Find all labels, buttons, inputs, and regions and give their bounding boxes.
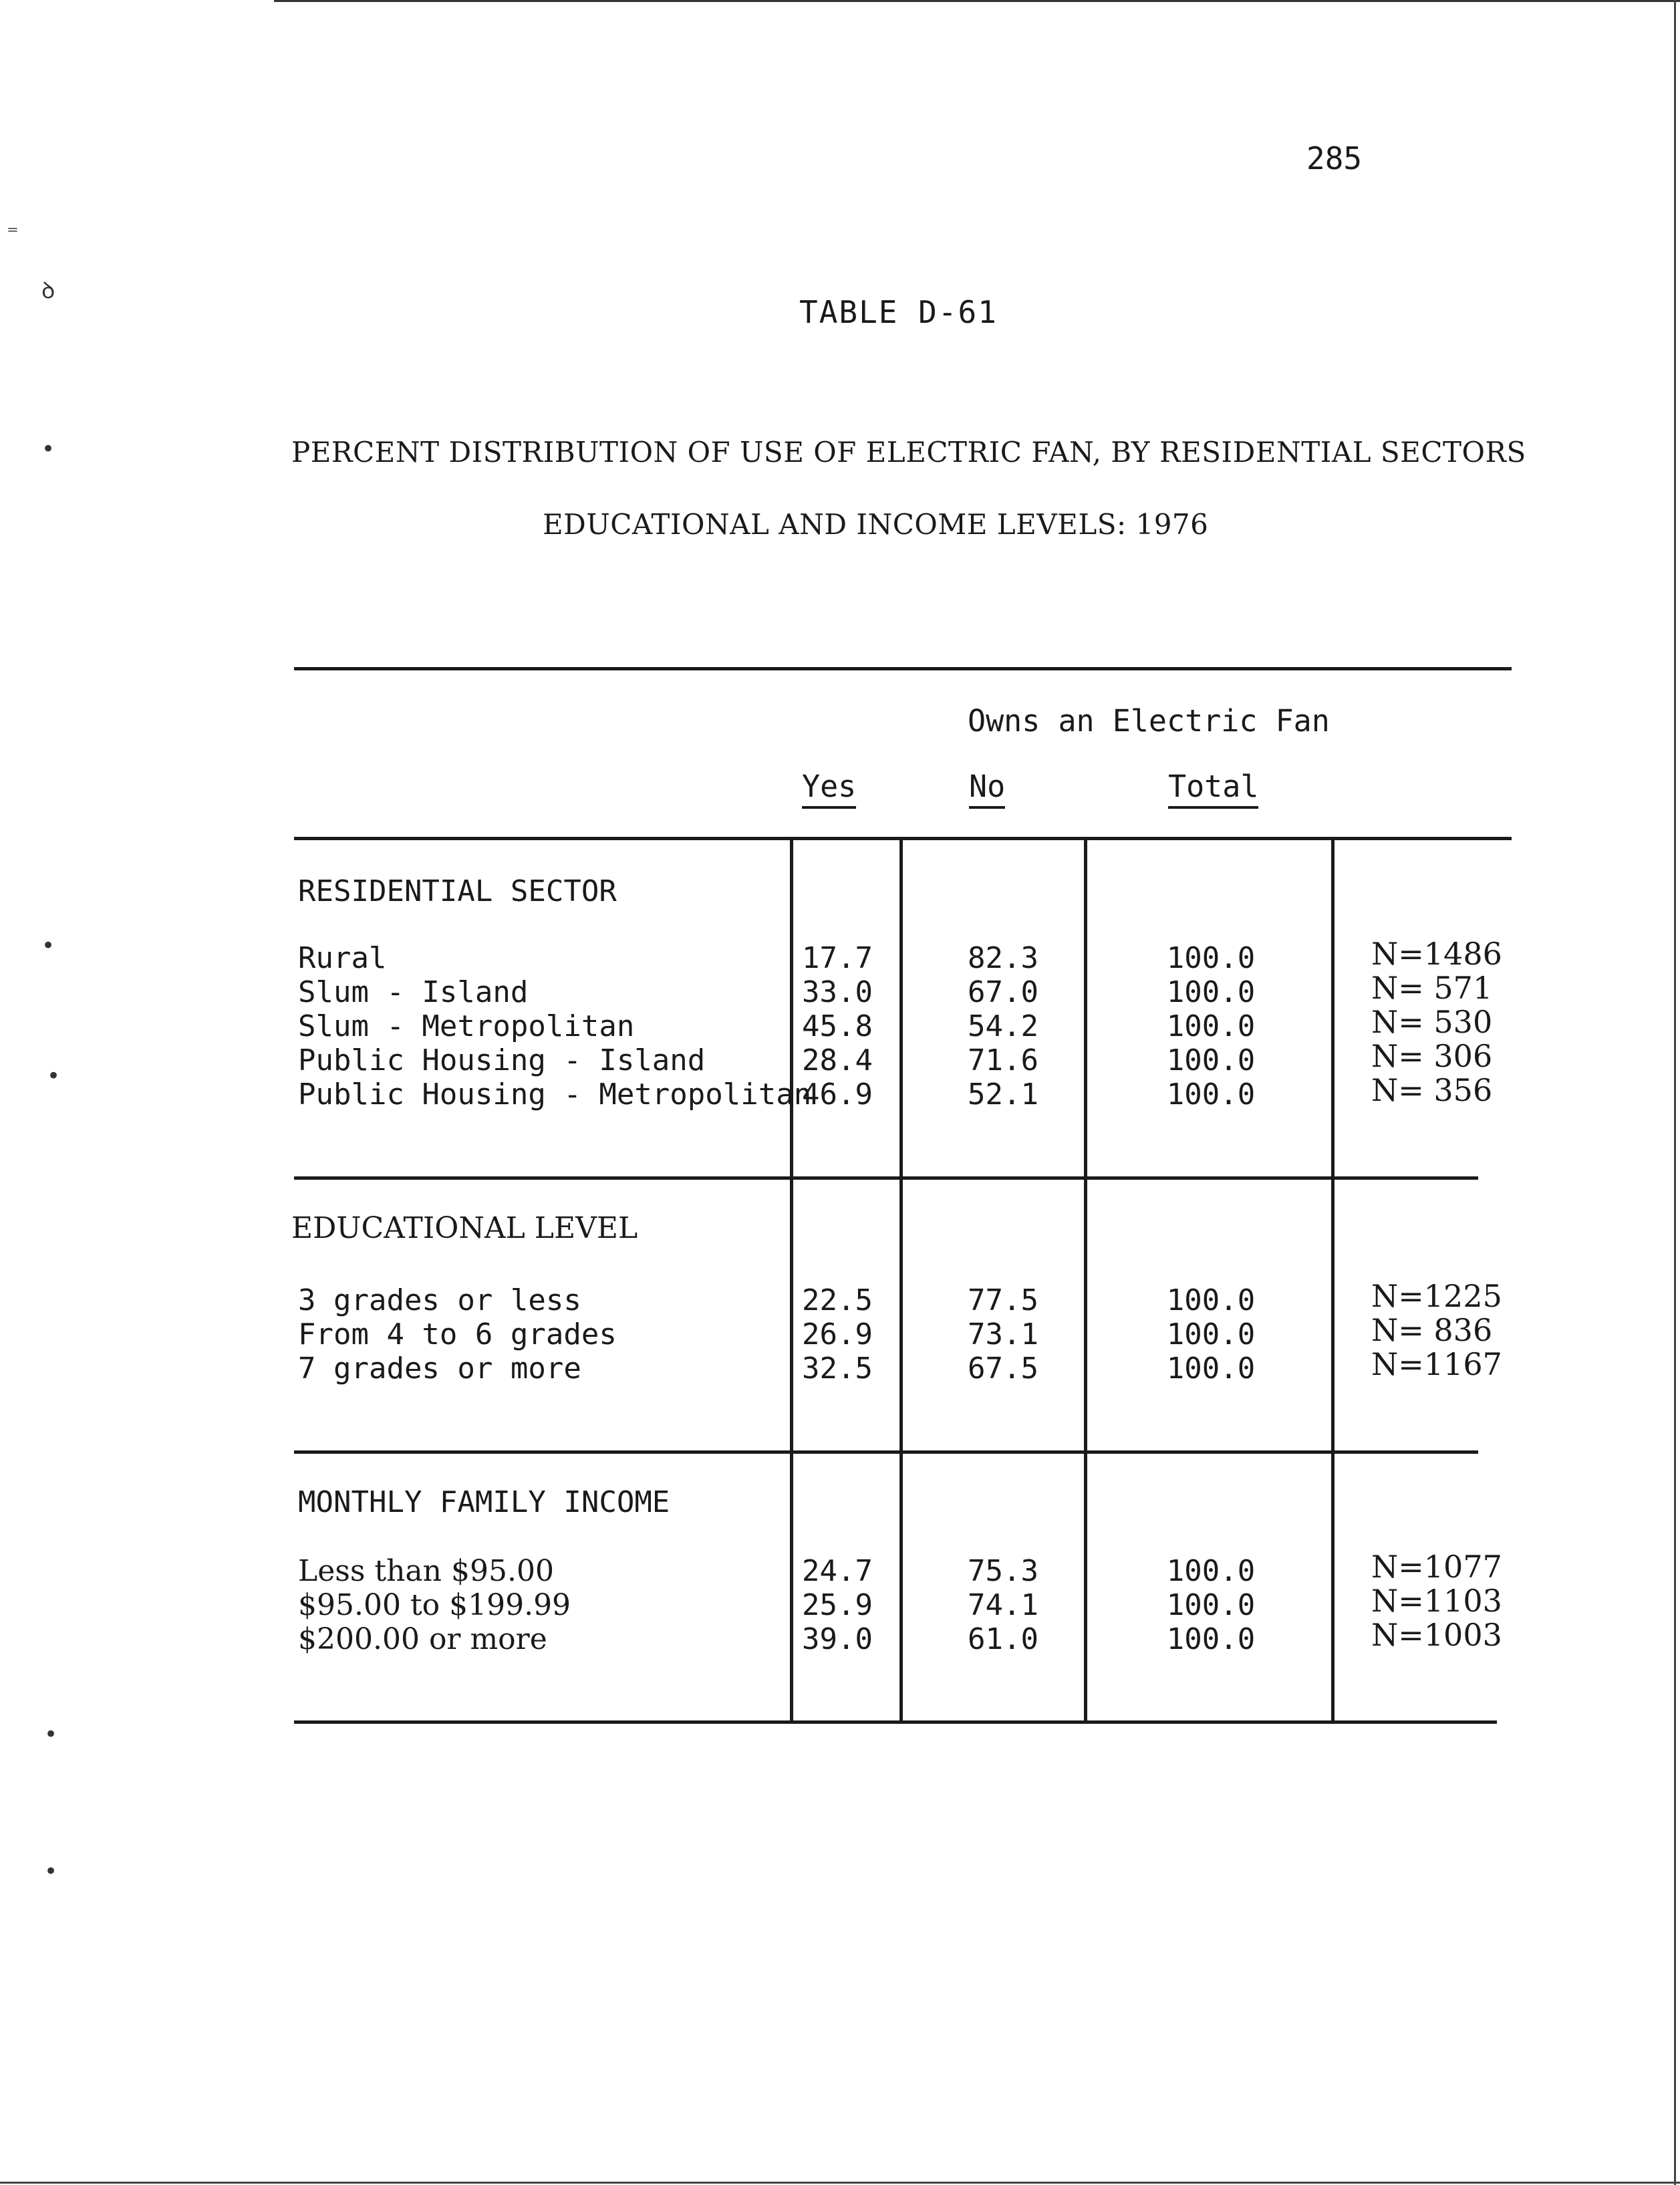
cell-no: 74.1 — [968, 1588, 1038, 1622]
cell-total: 100.0 — [1166, 975, 1256, 1009]
cell-yes: 22.5 — [802, 1283, 873, 1317]
cell-total: 100.0 — [1166, 1009, 1256, 1043]
row-label: Public Housing - Island — [298, 1043, 706, 1077]
cell-n: N=1003 — [1371, 1617, 1502, 1653]
row-label: 7 grades or more — [298, 1352, 581, 1386]
cell-no: 82.3 — [968, 941, 1038, 975]
cell-yes: 25.9 — [802, 1588, 873, 1622]
section-title: RESIDENTIAL SECTOR — [298, 874, 617, 908]
section-divider-rule — [294, 1176, 1478, 1180]
cell-n: N= 836 — [1371, 1312, 1493, 1348]
row-label: Rural — [298, 941, 387, 975]
cell-no: 54.2 — [968, 1009, 1038, 1043]
cell-total: 100.0 — [1166, 1588, 1256, 1622]
cell-total: 100.0 — [1166, 941, 1256, 975]
cell-n: N=1077 — [1371, 1549, 1502, 1585]
cell-total: 100.0 — [1166, 1622, 1256, 1656]
cell-total: 100.0 — [1166, 1043, 1256, 1077]
section-title: MONTHLY FAMILY INCOME — [298, 1485, 670, 1519]
cell-no: 67.5 — [968, 1352, 1038, 1386]
margin-mark: • — [44, 1858, 58, 1885]
section-title: EDUCATIONAL LEVEL — [291, 1211, 638, 1245]
section-divider-rule — [294, 1450, 1478, 1454]
cell-total: 100.0 — [1166, 1283, 1256, 1317]
cell-yes: 45.8 — [802, 1009, 873, 1043]
cell-yes: 46.9 — [802, 1077, 873, 1112]
row-label: Less than $95.00 — [298, 1554, 554, 1588]
cell-n: N= 571 — [1371, 970, 1493, 1006]
cell-yes: 26.9 — [802, 1317, 873, 1352]
column-header-total: Total — [1168, 767, 1258, 809]
cell-no: 77.5 — [968, 1283, 1038, 1317]
margin-mark: • — [41, 932, 55, 959]
row-label: 3 grades or less — [298, 1283, 581, 1317]
table-title-line-1: PERCENT DISTRIBUTION OF USE OF ELECTRIC FAN, BY RESIDENTIAL SECTORS — [291, 436, 1526, 469]
cell-yes: 28.4 — [802, 1043, 873, 1077]
column-group-header: Owns an Electric Fan — [968, 703, 1330, 739]
cell-total: 100.0 — [1166, 1554, 1256, 1588]
cell-n: N= 356 — [1371, 1072, 1493, 1108]
margin-mark: ⁼ — [7, 221, 19, 247]
cell-total: 100.0 — [1166, 1077, 1256, 1112]
cell-n: N=1225 — [1371, 1278, 1502, 1314]
column-divider — [899, 839, 903, 1722]
table-bottom-rule — [294, 1720, 1497, 1724]
row-label: From 4 to 6 grades — [298, 1317, 617, 1352]
cell-n: N= 306 — [1371, 1038, 1493, 1074]
row-label: Slum - Metropolitan — [298, 1009, 635, 1043]
column-divider — [1084, 839, 1087, 1722]
margin-mark: • — [44, 1721, 58, 1748]
cell-n: N=1103 — [1371, 1583, 1502, 1619]
row-label: Slum - Island — [298, 975, 529, 1009]
cell-no: 52.1 — [968, 1077, 1038, 1112]
cell-no: 73.1 — [968, 1317, 1038, 1352]
cell-yes: 33.0 — [802, 975, 873, 1009]
cell-yes: 32.5 — [802, 1352, 873, 1386]
cell-yes: 39.0 — [802, 1622, 873, 1656]
page-number: 285 — [1306, 140, 1363, 176]
table-label: TABLE D-61 — [799, 294, 998, 330]
cell-total: 100.0 — [1166, 1317, 1256, 1352]
page-edge-right — [1674, 0, 1676, 2185]
cell-no: 75.3 — [968, 1554, 1038, 1588]
cell-n: N= 530 — [1371, 1004, 1493, 1040]
cell-total: 100.0 — [1166, 1352, 1256, 1386]
cell-yes: 24.7 — [802, 1554, 873, 1588]
cell-no: 71.6 — [968, 1043, 1038, 1077]
table-title-line-2: EDUCATIONAL AND INCOME LEVELS: 1976 — [543, 508, 1209, 541]
cell-yes: 17.7 — [802, 941, 873, 975]
column-header-yes: Yes — [802, 767, 856, 809]
row-label: $95.00 to $199.99 — [298, 1588, 571, 1622]
cell-n: N=1486 — [1371, 936, 1502, 972]
margin-mark: • — [41, 436, 55, 463]
row-label: $200.00 or more — [298, 1622, 547, 1656]
table-header-rule — [294, 837, 1512, 840]
column-divider — [1331, 839, 1335, 1722]
cell-no: 61.0 — [968, 1622, 1038, 1656]
table-top-rule — [294, 667, 1512, 670]
column-header-no: No — [969, 767, 1005, 809]
page-edge-bottom — [0, 2182, 1680, 2184]
cell-n: N=1167 — [1371, 1346, 1502, 1382]
margin-mark: • — [47, 1063, 61, 1089]
row-label: Public Housing - Metropolitan — [298, 1077, 812, 1112]
page-edge-top — [274, 0, 1680, 2]
cell-no: 67.0 — [968, 975, 1038, 1009]
margin-mark: ꝺ — [41, 277, 55, 304]
